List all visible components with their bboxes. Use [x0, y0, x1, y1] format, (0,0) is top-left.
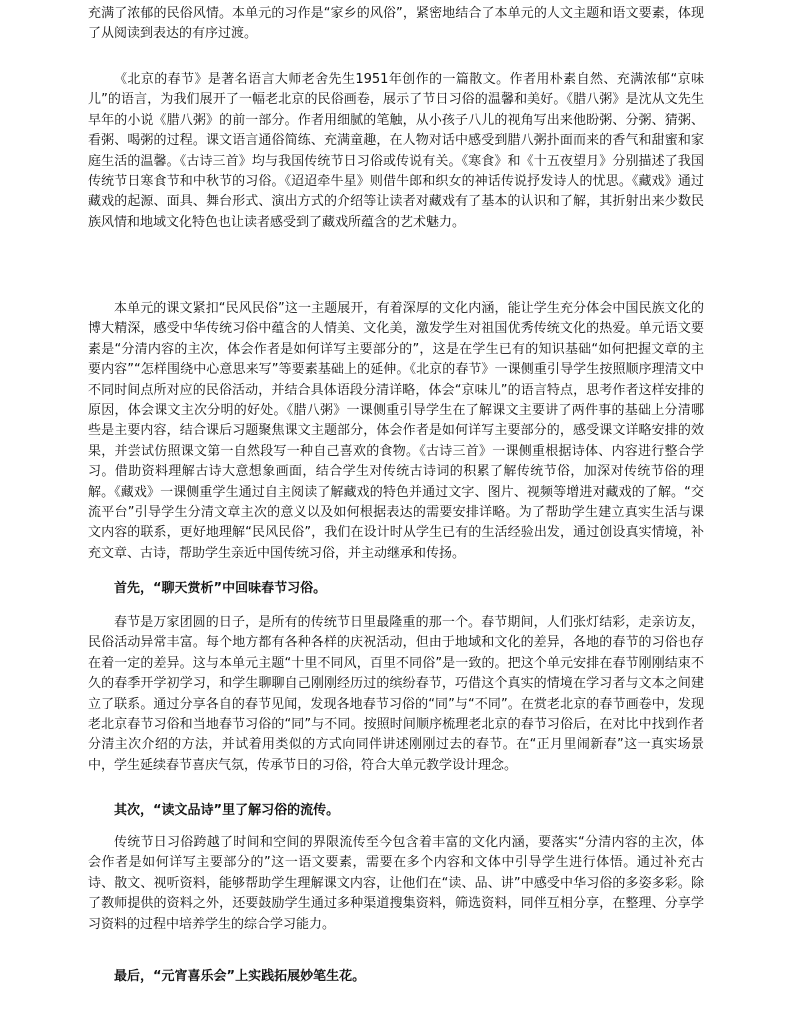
- paragraph-spring-festival: 春节是万家团圆的日子，是所有的传统节日里最隆重的那一个。春节期间，人们张灯结彩，走亲访友，民俗活动异常丰富。每个地方都有各种各样的庆祝活动，但由于地域和文化的差异，各地的春节的习俗也存在着一定的差异。这与本单元主题“十里不同风，百里不同俗”是一致的。把这个单元安排在春节刚刚结束不久的春季开学初学习，和学生聊聊自己刚刚经历过的缤纷春节，巧借这个真实的情境在学习者与文本之间建立了联系。通过分享各自的春节见闻，发现各地春节习俗的“同”与“不同”。在赏老北京的春节画卷中，发现老北京春节习俗和当地春节习俗的“同”与不同。按照时间顺序梳理老北京的春节习俗后，在对比中找到作者分清主次介绍的方法，并试着用类似的方式向同伴讲述刚刚过去的春节。在“正月里闹新春”这一真实场景中，学生延续春节喜庆气氛，传承节日的习俗，符合大单元教学设计理念。: [88, 615, 704, 773]
- paragraph-read-poems: 传统节日习俗跨越了时间和空间的界限流传至今包含着丰富的文化内涵，要落实“分清内容的主次，体会作者是如何详写主要部分的”这一语文要素，需要在多个内容和文体中引导学生进行体悟。通过补充古诗、散文、视听资料，能够帮助学生理解课文内容，让他们在“读、品、讲”中感受中华习俗的多姿多彩。除了教师提供的资料之外，还要鼓励学生通过多种渠道搜集资料，筛选资料，同伴互相分享，在整理、分享学习资料的过程中培养学生的综合学习能力。: [88, 835, 704, 932]
- paragraph-texts-overview: 《北京的春节》是著名语言大师老舍先生1951年创作的一篇散文。作者用朴素自然、充满浓郁“京味儿”的语言，为我们展开了一幅老北京的民俗画卷，展示了节日习俗的温馨和美好。《腊八粥》是沈从文先生早年的小说《腊八粥》的前一部分。作者用细腻的笔触，从小孩子八儿的视角写出来他盼粥、分粥、猜粥、看粥、喝粥的过程。课文语言通俗简练、充满童趣，在人物对话中感受到腊八粥扑面而来的香气和甜蜜和家庭生活的温馨。《古诗三首》均与我国传统节日习俗或传说有关。《寒食》和《十五夜望月》分别描述了我国传统节日寒食节和中秋节的习俗。《迢迢牵牛星》则借牛郎和织女的神话传说抒发诗人的忧思。《藏戏》通过藏戏的起源、面具、舞台形式、演出方式的介绍等让读者对藏戏有了基本的认识和了解，其折射出来少数民族风情和地域文化特色也让读者感受到了藏戏所蕴含的艺术魅力。: [88, 72, 704, 230]
- section-heading-first: 首先，“聊天赏析”中回味春节习俗。: [114, 581, 327, 596]
- paragraph-intro-end: 充满了浓郁的民俗风情。本单元的习作是“家乡的风俗”，紧密地结合了本单元的人文主题和语文要素，体现了从阅读到表达的有序过渡。: [88, 6, 704, 42]
- section-heading-second: 其次，“读文品诗”里了解习俗的流传。: [114, 803, 340, 818]
- section-heading-third: 最后，“元宵喜乐会”上实践拓展妙笔生花。: [114, 969, 366, 984]
- paragraph-unit-analysis: 本单元的课文紧扣“民风民俗”这一主题展开，有着深厚的文化内涵，能让学生充分体会中国民族文化的博大精深，感受中华传统习俗中蕴含的人情美、文化美，激发学生对祖国优秀传统文化的热爱。单元语文要素是“分清内容的主次，体会作者是如何详写主要部分的”，这是在学生已有的知识基础“如何把握文章的主要内容”“怎样围绕中心意思来写”等要素基础上的延伸。《北京的春节》一课侧重引导学生按照顺序理清文中不同时间点所对应的民俗活动，并结合具体语段分清详略，体会“京味儿”的语言特点，思考作者这样安排的原因，体会课文主次分明的好处。《腊八粥》一课侧重引导学生在了解课文主要讲了两件事的基础上分清哪些是主要内容，结合课后习题聚焦课文主题部分，体会作者是如何详写主要部分的，感受课文详略安排的效果，并尝试仿照课文第一自然段写一种自己喜欢的食物。《古诗三首》一课侧重根据诗体、内容进行整合学习。借助资料理解古诗大意想象画面，结合学生对传统古诗词的积累了解传统节俗，加深对传统节俗的理解。《藏戏》一课侧重学生通过自主阅读了解藏戏的特色并通过文字、图片、视频等增进对藏戏的了解。“交流平台”引导学生分清文章主次的意义以及如何根据表达的需要安排详略。为了帮助学生建立真实生活与课文内容的联系，更好地理解“民风民俗”，我们在设计时从学生已有的生活经验出发，通过创设真实情境，补充文章、古诗，帮助学生亲近中国传统习俗，并主动继承和传扬。: [88, 301, 704, 561]
